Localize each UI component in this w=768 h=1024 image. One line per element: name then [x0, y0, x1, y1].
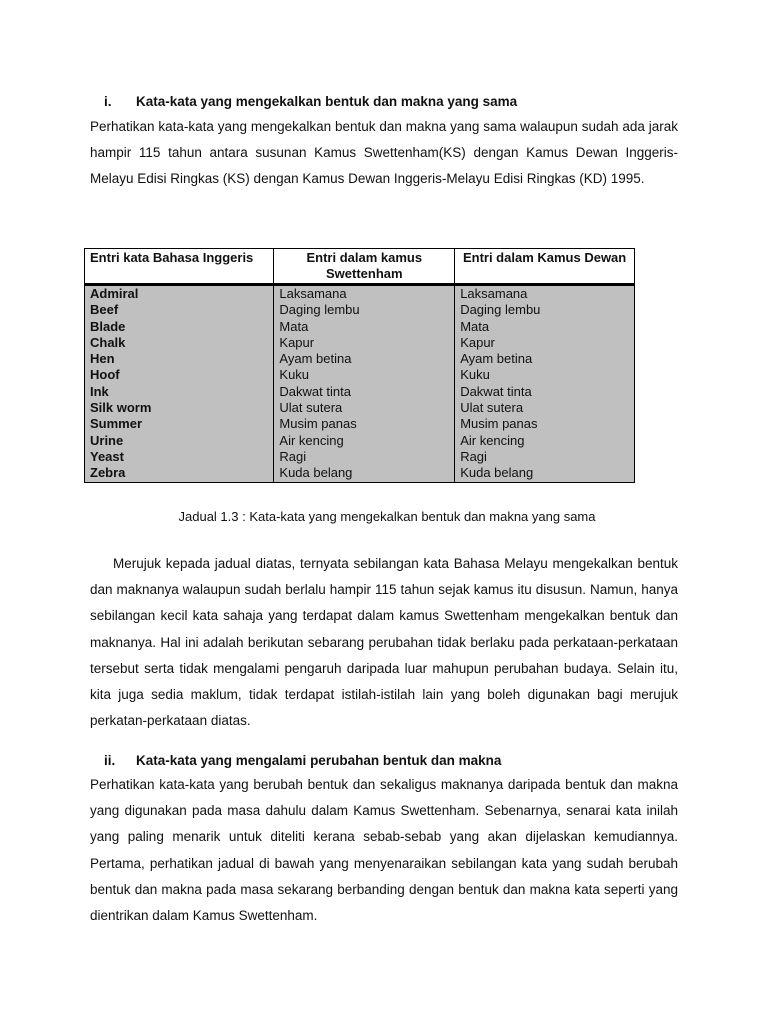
swettenham-entry: Ulat sutera — [279, 400, 343, 416]
dewan-entry: Mata — [460, 318, 490, 334]
section-2-intro: Perhatikan kata-kata yang berubah bentuk dan sekaligus maknanya daripada bentuk dan makna yang digunakan pada masa dahulu dalam Kamus Swettenham. Sebenarnya, senarai kata inilah yang paling menarik untuk diteliti kerana sebab-sebab yang akan dijelaskan kemudiannya. Pertama, perhatikan jadual di bawah yang menyenaraikan sebilangan kata yang sudah berubah bentuk dan makna pada masa sekarang berbanding dengan bentuk dan makna kata seperti yang dientrikan dalam Kamus Swettenham. — [90, 777, 678, 924]
section-1-heading — [104, 93, 517, 111]
header-swettenham: Entri dalam kamus Swettenham — [274, 249, 455, 285]
section-2-title: Kata-kata yang mengalami perubahan bentuk dan makna — [136, 753, 502, 768]
english-entry: Yeast — [90, 448, 124, 464]
english-entry: Admiral — [90, 286, 139, 301]
swettenham-entry: Ragi — [279, 448, 307, 464]
swettenham-entry: Musim panas — [279, 416, 357, 432]
english-entry: Hen — [90, 351, 115, 367]
word-table — [84, 248, 635, 483]
section-1-intro: Perhatikan kata-kata yang mengekalkan bentuk dan makna yang sama walaupun sudah ada jarak hampir 115 tahun antara susunan Kamus Swettenham(KS) dengan Kamus Dewan Inggeris-Melayu Edisi Ringkas (KS) dengan Kamus Dewan Inggeris-Melayu Edisi Ringkas (KD) 1995. — [90, 119, 678, 187]
section-1-number: i. — [104, 94, 112, 109]
dewan-entry: Air kencing — [460, 432, 525, 448]
swettenham-entry: Daging lembu — [279, 302, 360, 318]
english-entry: Silk worm — [90, 400, 152, 416]
swettenham-entry: Dakwat tinta — [279, 383, 351, 399]
dewan-entry: Laksamana — [460, 286, 528, 301]
header-dewan: Entri dalam Kamus Dewan — [455, 249, 635, 285]
english-entry: Hoof — [90, 367, 120, 383]
section-1-title: Kata-kata yang mengekalkan bentuk dan makna yang sama — [136, 94, 518, 109]
dewan-entry: Ulat sutera — [460, 400, 524, 416]
dewan-column — [455, 285, 635, 483]
english-entry: Summer — [90, 416, 143, 432]
swettenham-column — [274, 285, 455, 483]
section-2-number: ii. — [104, 753, 116, 768]
english-entry: Urine — [90, 432, 124, 448]
english-column — [85, 285, 274, 483]
english-entry: Ink — [90, 383, 109, 399]
swettenham-entry: Air kencing — [279, 432, 344, 448]
dewan-entry: Kapur — [460, 334, 495, 350]
swettenham-entry: Kuku — [279, 367, 310, 383]
dewan-entry: Kuda belang — [460, 465, 534, 481]
english-entry: Blade — [90, 318, 126, 334]
table-header-row — [85, 249, 635, 285]
dewan-entry: Daging lembu — [460, 302, 541, 318]
dewan-entry: Kuku — [460, 367, 490, 383]
dewan-entry: Musim panas — [460, 416, 538, 432]
section-2-heading — [104, 752, 501, 770]
header-english: Entri kata Bahasa Inggeris — [85, 249, 274, 285]
dewan-entry: Dakwat tinta — [460, 383, 532, 399]
english-entry: Chalk — [90, 334, 126, 350]
swettenham-entry: Mata — [279, 318, 309, 334]
table-caption: Jadual 1.3 : Kata-kata yang mengekalkan bentuk dan makna yang sama — [178, 509, 596, 524]
english-entry: Zebra — [90, 465, 126, 481]
table-body-row — [85, 285, 635, 483]
swettenham-entry: Laksamana — [279, 286, 347, 301]
english-entry: Beef — [90, 302, 119, 318]
dewan-entry: Ayam betina — [460, 351, 533, 367]
swettenham-entry: Ayam betina — [279, 351, 352, 367]
swettenham-entry: Kuda belang — [279, 465, 353, 481]
dewan-entry: Ragi — [460, 448, 487, 464]
discussion-paragraph: Merujuk kepada jadual diatas, ternyata sebilangan kata Bahasa Melayu mengekalkan bentuk dan maknanya walaupun sudah berlalu hampir 115 tahun sejak kamus itu disusun. Namun, hanya sebilangan kecil kata sahaja yang terdapat dalam kamus Swettenham mengekalkan bentuk dan maknanya. Hal ini adalah berikutan sebarang perubahan tidak berlaku pada perkataan-perkataan tersebut serta tidak mengalami pengaruh daripada luar mahupun perubahan budaya. Selain itu, kita juga sedia maklum, tidak terdapat istilah-istilah lain yang boleh digunakan bagi merujuk perkatan-perkataan diatas. — [90, 556, 678, 729]
swettenham-entry: Kapur — [279, 334, 315, 350]
